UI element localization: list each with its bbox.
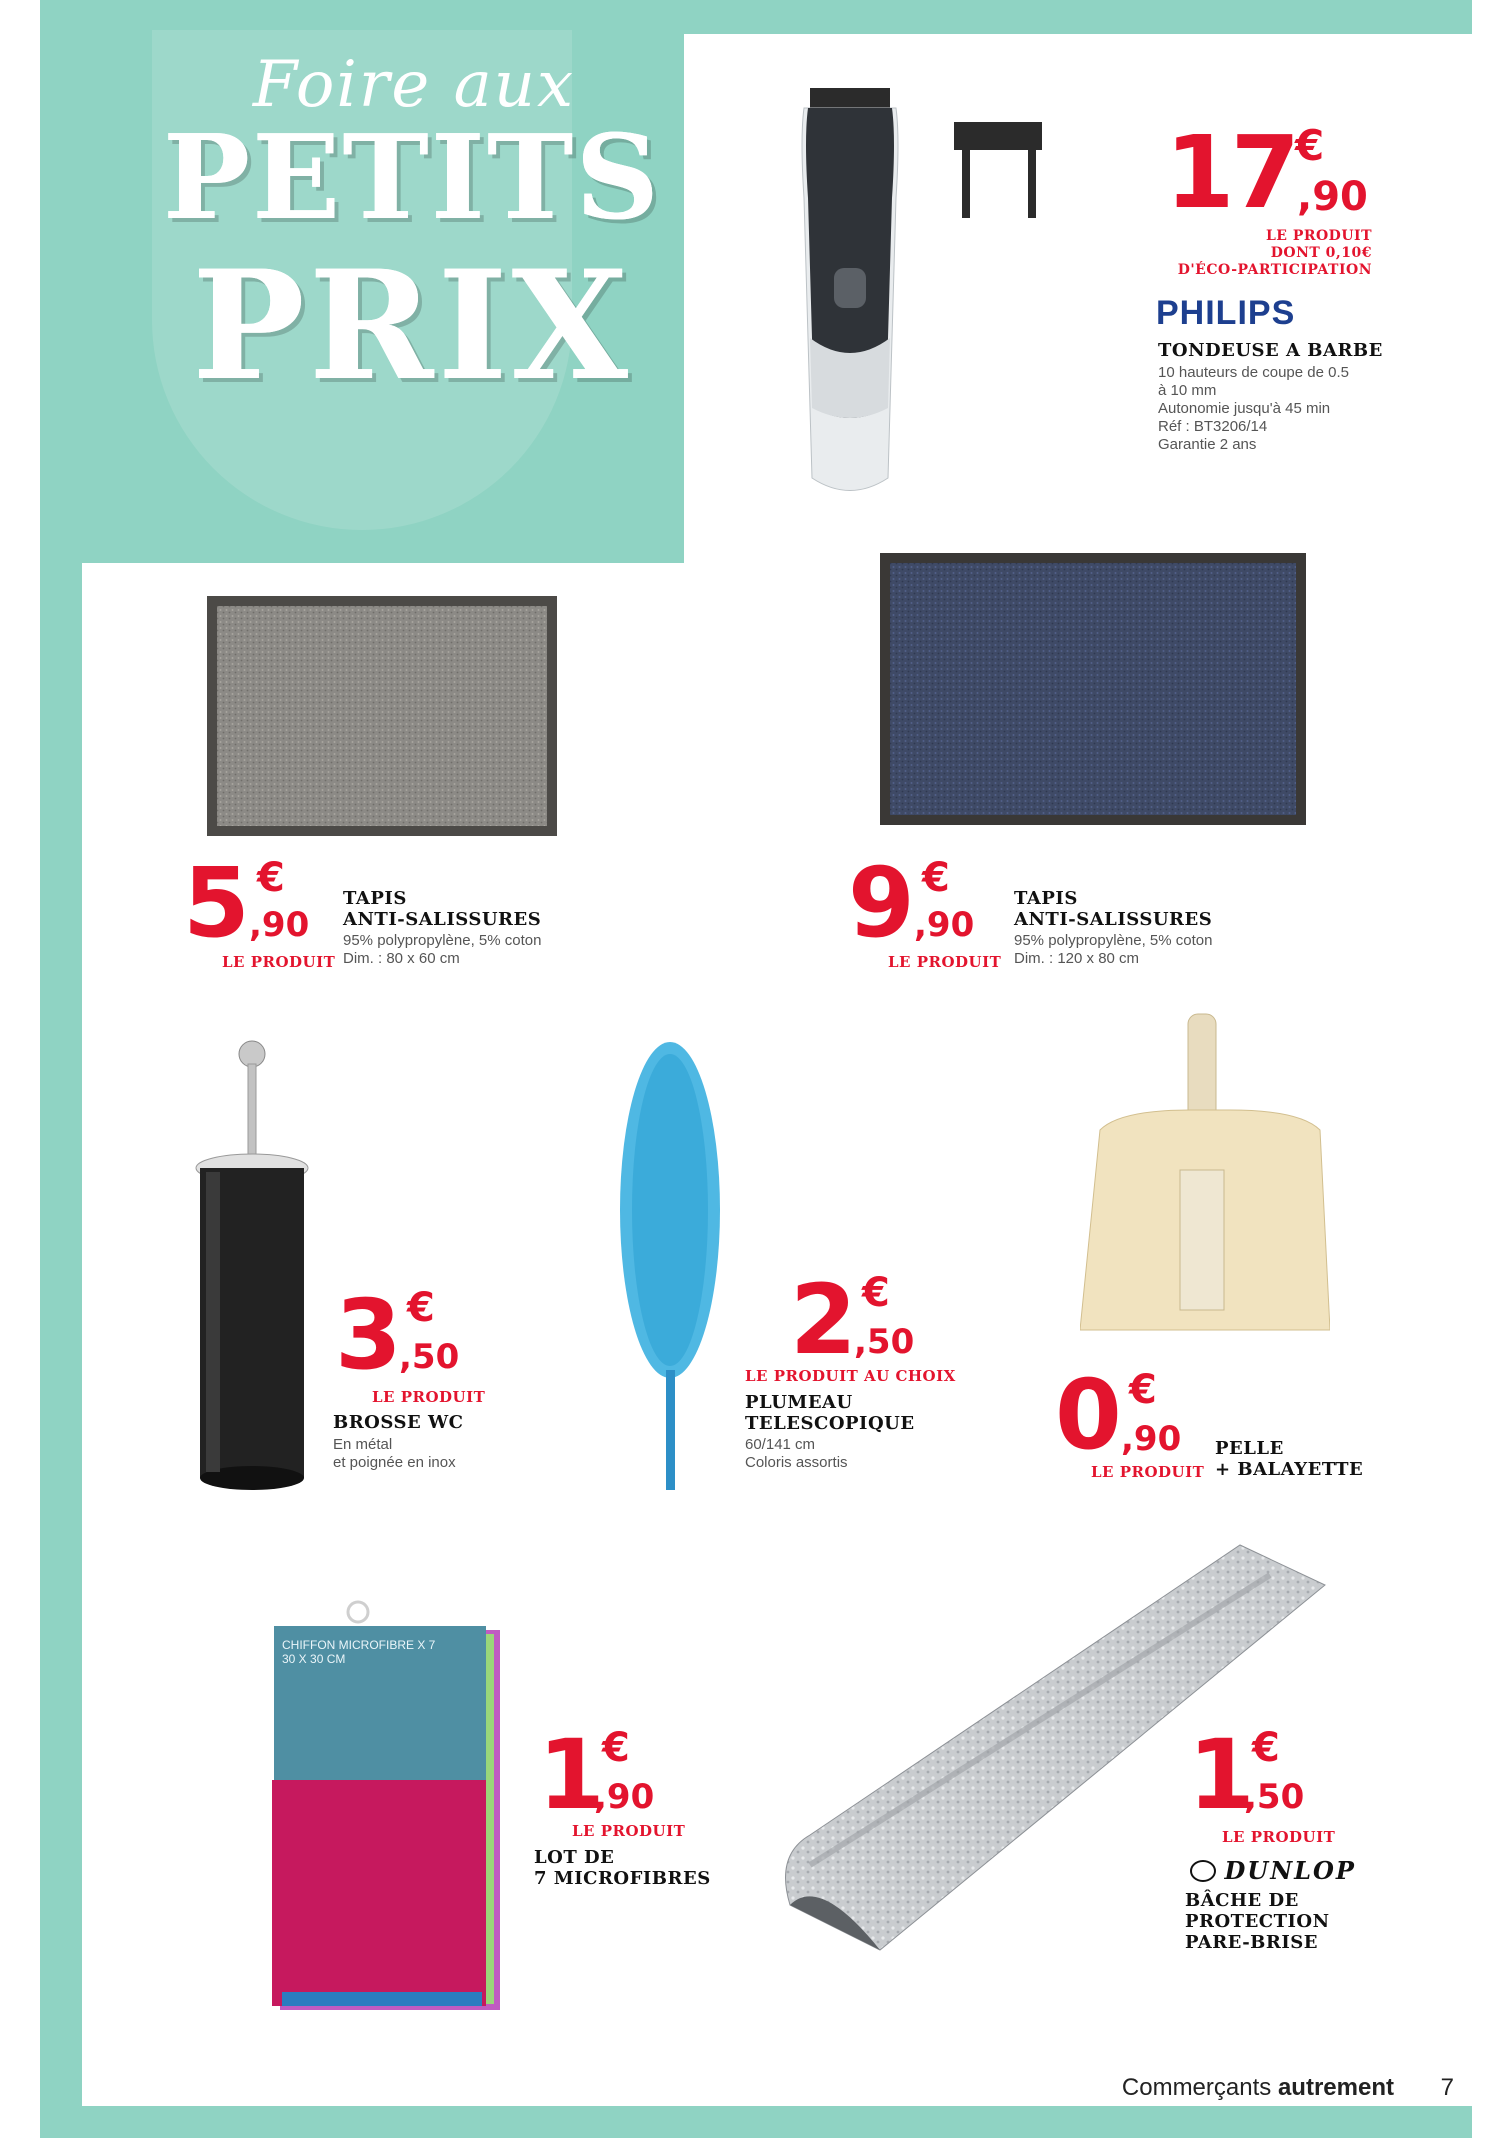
- price-trimmer: 17 € ,90: [1165, 114, 1368, 231]
- dustpan-brush-image: [1080, 1010, 1330, 1350]
- hero-script-title: Foire aux: [252, 48, 576, 122]
- page-number: 7: [1440, 2074, 1454, 2101]
- trimmer-comb-image: [948, 118, 1048, 223]
- footer-tagline: Commerçants autrement: [1121, 2074, 1394, 2101]
- doormat-small-unit-label: LE PRODUIT: [222, 953, 336, 971]
- price-doormat-large: 9 € ,90: [848, 847, 975, 959]
- price-dustpan: 0 € ,90: [1055, 1359, 1182, 1471]
- toilet-brush-image: [190, 1040, 330, 1500]
- page-footer: [1122, 2074, 1454, 2102]
- doormat-grey-image: [207, 596, 557, 836]
- price-microfibres: 1 € ,90: [538, 1719, 655, 1831]
- doormat-large-unit-label: LE PRODUIT: [888, 953, 1002, 971]
- telescopic-duster-image: [610, 1040, 730, 1500]
- microfibre-pack-label: CHIFFON MICROFIBRE X 7 30 X 30 CM: [282, 1638, 436, 1666]
- beard-trimmer-image: [790, 78, 910, 498]
- windshield-title: BÂCHE DE PROTECTION PARE-BRISE: [1185, 1890, 1330, 1953]
- doormat-blue-image: [880, 553, 1306, 825]
- toilet-brush-description: En métal et poignée en inox: [333, 1436, 456, 1471]
- trimmer-price-note: LE PRODUIT DONT 0,10€ D'ÉCO-PARTICIPATION: [1177, 228, 1372, 278]
- doormat-small-description: 95% polypropylène, 5% coton Dim. : 80 x 60 cm: [343, 932, 542, 967]
- trimmer-description: 10 hauteurs de coupe de 0.5 à 10 mm Autonomie jusqu'à 45 min Réf : BT3206/14 Garantie 2 ans: [1158, 364, 1349, 453]
- dunlop-logo: DUNLOP: [1190, 1856, 1356, 1885]
- microfibres-unit-label: LE PRODUIT: [572, 1822, 686, 1840]
- price-doormat-small: 5 € ,90: [183, 847, 310, 959]
- doormat-large-title: TAPIS ANTI-SALISSURES: [1014, 888, 1213, 930]
- trimmer-title: TONDEUSE A BARBE: [1158, 340, 1383, 361]
- toilet-brush-unit-label: LE PRODUIT: [372, 1388, 486, 1406]
- windshield-unit-label: LE PRODUIT: [1222, 1828, 1336, 1846]
- price-duster: 2 € ,50: [790, 1264, 915, 1376]
- doormat-small-title: TAPIS ANTI-SALISSURES: [343, 888, 542, 930]
- hero-title-prix: PRIX: [192, 238, 632, 414]
- doormat-large-description: 95% polypropylène, 5% coton Dim. : 120 x 80 cm: [1014, 932, 1213, 967]
- dustpan-unit-label: LE PRODUIT: [1091, 1463, 1205, 1481]
- price-windshield-cover: 1 € ,50: [1188, 1719, 1305, 1831]
- hero-banner: [42, 0, 684, 563]
- duster-unit-label: LE PRODUIT AU CHOIX: [745, 1367, 956, 1385]
- duster-description: 60/141 cm Coloris assortis: [745, 1436, 848, 1471]
- dunlop-arrow-icon: [1190, 1860, 1216, 1882]
- duster-title: PLUMEAU TELESCOPIQUE: [745, 1392, 915, 1434]
- price-toilet-brush: 3 € ,50: [335, 1279, 460, 1391]
- hero-title-petits: PETITS: [162, 110, 662, 246]
- philips-logo: PHILIPS: [1156, 294, 1296, 332]
- dustpan-title: PELLE + BALAYETTE: [1215, 1438, 1364, 1480]
- toilet-brush-title: BROSSE WC: [333, 1412, 464, 1433]
- microfibres-title: LOT DE 7 MICROFIBRES: [534, 1847, 711, 1889]
